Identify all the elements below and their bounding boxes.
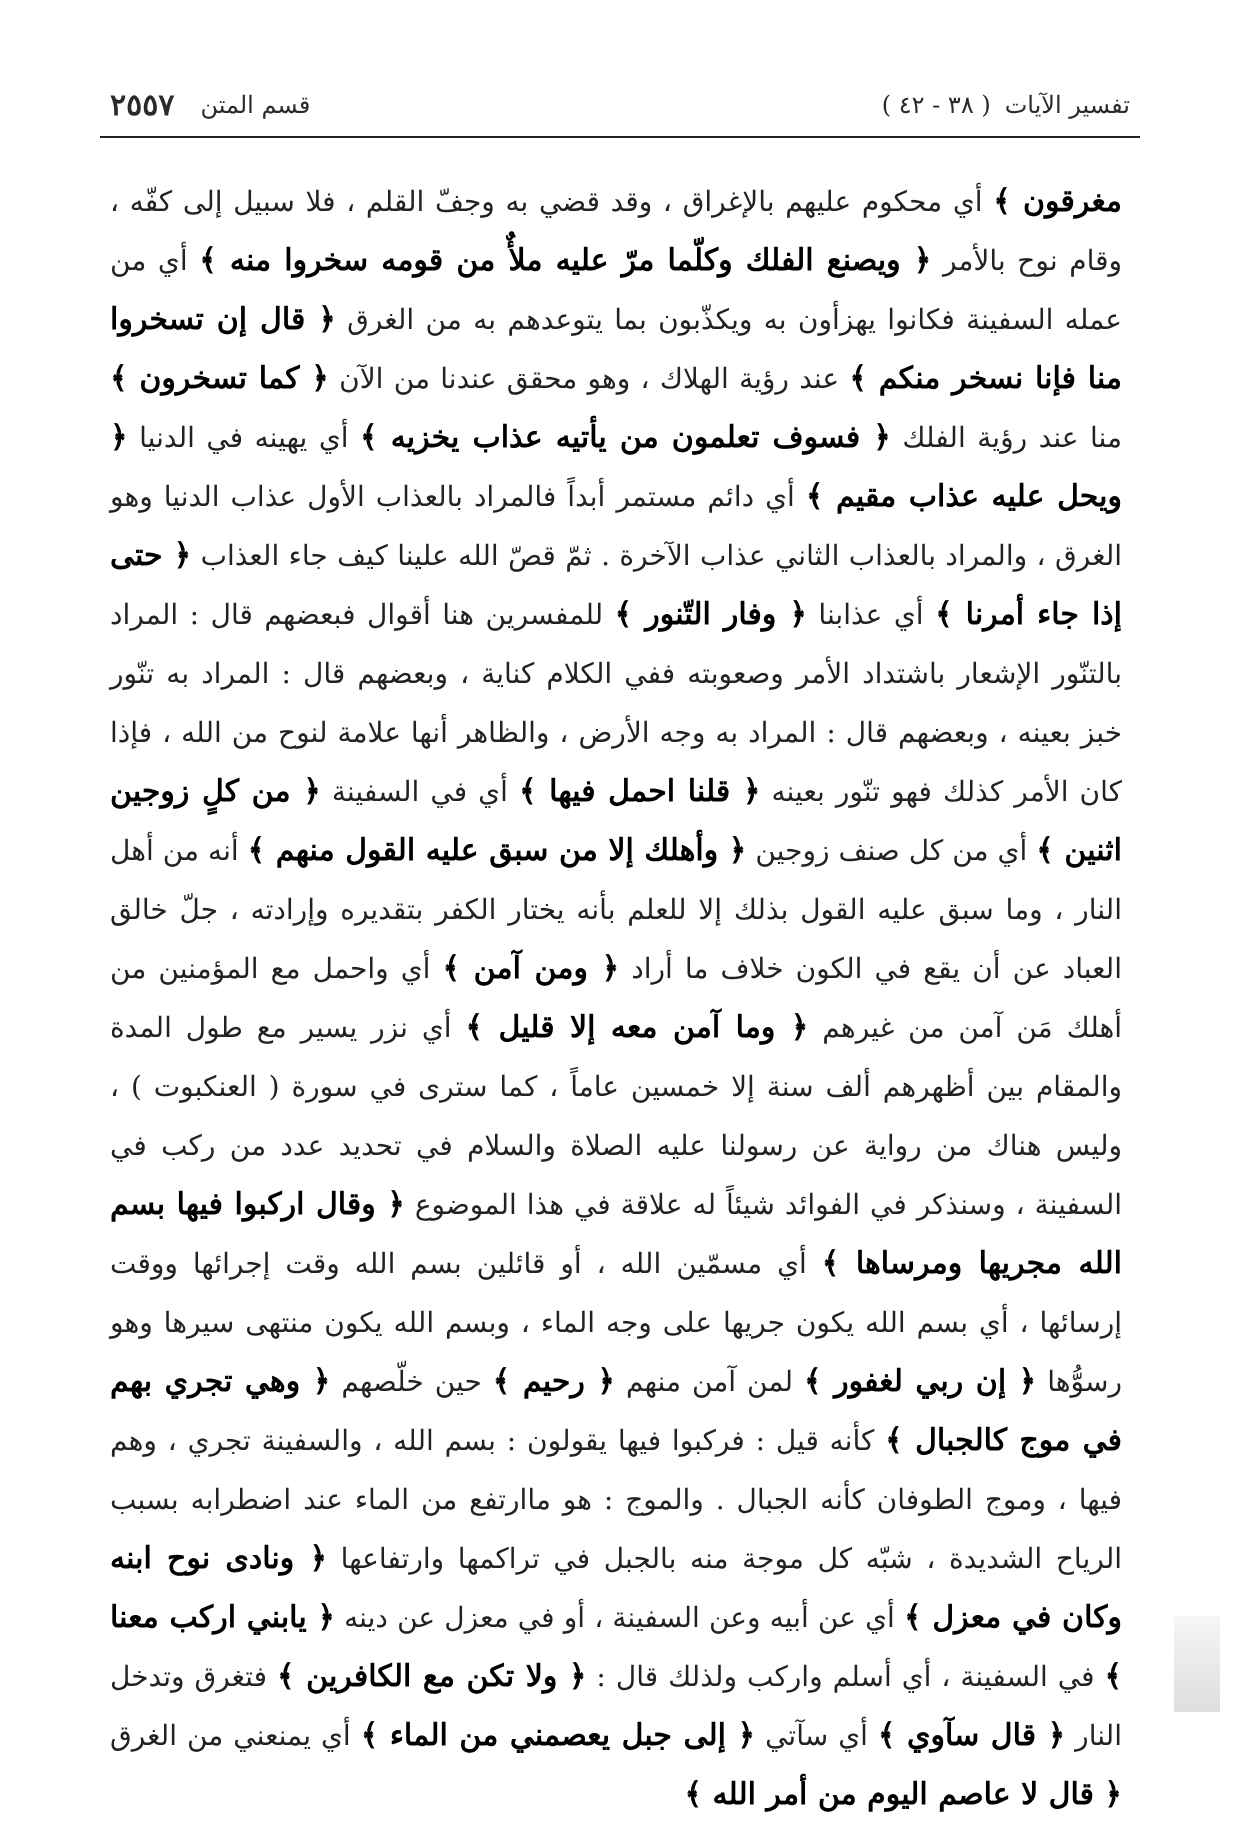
page-number: ٢٥٥٧: [110, 87, 175, 123]
commentary-span: أي نزر يسير مع طول المدة والمقام بين أظهرهم ألف سنة إلا خمسين عاماً ، كما سترى في سورة ( العنكبوت ) ، وليس هناك من رواية عن رسولنا عليه الصلاة والسلام في تحديد عدد من ركب في السفينة ، وسنذكر في الفوائد شيئاً له علاقة في هذا الموضوع: [110, 1011, 1122, 1221]
quran-verse-span: ﴿ فسوف تعلمون من يأتيه عذاب يخزيه ﴾: [360, 420, 891, 455]
commentary-span: أي يمنعني من الغرق: [110, 1719, 361, 1752]
page-header: [110, 80, 1130, 130]
quran-verse-span: ﴿ وأهلك إلا من سبق عليه القول منهم ﴾: [247, 833, 747, 868]
commentary-span: عند رؤية الهلاك ، وهو محقق عندنا من الآن: [328, 362, 850, 395]
commentary-span: أي من عمله السفينة فكانوا يهزأون به ويكذّبون بما يتوعدهم به من الغرق: [110, 244, 1122, 336]
quran-verse-span: ﴿ ويحل عليه عذاب مقيم ﴾: [110, 420, 1122, 514]
quran-verse-span: ﴿ وقال اركبوا فيها بسم الله مجريها ومرساها ﴾: [110, 1187, 1122, 1281]
quran-verse-span: ﴿ ويصنع الفلك وكلّما مرّ عليه ملأٌ من قومه سخروا منه ﴾: [199, 243, 932, 278]
commentary-span: أي مسمّين الله ، أو قائلين بسم الله وقت إجرائها ووقت إرسائها ، أي بسم الله يكون جريها على وجه الماء ، وبسم الله يكون منتهى سيرها وهو رسوُّها: [110, 1247, 1122, 1398]
commentary-span: أي سآتي: [755, 1719, 878, 1752]
commentary-span: منا عند رؤية الفلك: [890, 421, 1123, 454]
commentary-span: أي دائم مستمر أبداً فالمراد بالعذاب الأول عذاب الدنيا وهو الغرق ، والمراد بالعذاب الثاني عذاب الآخرة . ثمّ قصّ الله علينا كيف جاء العذاب: [110, 480, 1123, 572]
quran-verse-span: ﴿ رحيم ﴾: [492, 1364, 615, 1399]
commentary-span: أي في السفينة: [320, 775, 519, 808]
quran-verse-span: ﴿ يابني اركب معنا ﴾: [110, 1600, 1123, 1694]
quran-verse-span: ﴿ قلنا احمل فيها ﴾: [518, 774, 761, 809]
commentary-span: أي عذابنا: [806, 598, 936, 631]
scan-corner-shadow: [1174, 1616, 1220, 1712]
commentary-span: فتغرق وتدخل النار: [110, 1660, 1122, 1752]
commentary-span: أنه من أهل النار ، وما سبق عليه القول بذلك إلا للعلم بأنه يختار الكفر بتقديره وإرادته ، جلّ خالق العباد عن أن يقع في الكون خلاف ما أراد: [110, 834, 1122, 985]
commentary-span: أي يهينه في الدنيا: [127, 421, 361, 454]
quran-verse-span: ﴿ ونادى نوح ابنه وكان في معزل ﴾: [110, 1541, 1122, 1635]
quran-verse-span: ﴿ وهي تجري بهم في موج كالجبال ﴾: [110, 1364, 1122, 1458]
header-right: [882, 91, 1130, 119]
quran-verse-span: ﴿ قال سآوي ﴾: [877, 1718, 1066, 1753]
quran-verse-span: ﴿ من كلٍ زوجين اثنين ﴾: [110, 774, 1122, 868]
quran-verse-span: ﴿ ولا تكن مع الكافرين ﴾: [277, 1659, 587, 1694]
commentary-text: [110, 172, 1122, 1824]
commentary-span: أي عن أبيه وعن السفينة ، أو في معزل عن دينه: [334, 1601, 905, 1634]
header-left: [110, 88, 310, 123]
commentary-span: في السفينة ، أي أسلم واركب ولذلك قال :: [586, 1660, 1105, 1693]
quran-verse-span: ﴿ ومن آمن ﴾: [442, 951, 620, 986]
commentary-span: أي واحمل مع المؤمنين من أهلك مَن آمن من غيرهم: [110, 952, 1123, 1044]
surah-title: تفسير الآيات: [1004, 91, 1130, 119]
commentary-span: لمن آمن منهم: [615, 1365, 805, 1398]
commentary-paragraph: [110, 172, 1122, 1824]
quran-verse-span: مغرقون ﴾: [993, 184, 1122, 219]
quran-verse-span: ﴿ كما تسخرون ﴾: [110, 361, 329, 396]
quran-verse-span: ﴿ حتى إذا جاء أمرنا ﴾: [110, 538, 1123, 632]
quran-verse-span: ﴿ إلى جبل يعصمني من الماء ﴾: [360, 1718, 756, 1753]
commentary-span: أي من كل صنف زوجين: [746, 834, 1037, 867]
quran-verse-span: ﴿ إن ربي لغفور ﴾: [804, 1364, 1037, 1399]
commentary-span: أي محكوم عليهم بالإغراق ، وقد قضي به وجفّ القلم ، فلا سبيل إلى كفّه ، وقام نوح بالأمر: [110, 185, 1123, 277]
quran-verse-span: ﴿ قال إن تسخروا منا فإنا نسخر منكم ﴾: [110, 302, 1123, 396]
quran-verse-span: ﴿ قال لا عاصم اليوم من أمر الله ﴾: [684, 1777, 1122, 1812]
verse-range: ( ٣٨ - ٤٢ ): [881, 91, 991, 119]
quran-verse-span: ﴿ وفار التّنور ﴾: [614, 597, 807, 632]
section-title: قسم المتن: [200, 91, 311, 119]
quran-verse-span: ﴿ وما آمن معه إلا قليل ﴾: [465, 1010, 809, 1045]
header-divider: [100, 136, 1140, 138]
commentary-span: حين خلّصهم: [330, 1365, 493, 1398]
commentary-span: للمفسرين هنا أقوال فبعضهم قال : المراد بالتنّور الإشعار باشتداد الأمر وصعوبته ففي الكلام كناية ، وبعضهم قال : المراد به تنّور خبز بعينه ، وبعضهم قال : المراد به وجه الأرض ، والظاهر أنها علامة لنوح من الله ، فإذا كان الأمر كذلك فهو تنّور بعينه: [110, 598, 1122, 808]
commentary-span: كأنه قيل : فركبوا فيها يقولون : بسم الله ، والسفينة تجري ، وهم فيها ، وموج الطوفان كأنه الجبال . والموج : هو ماارتفع من الماء عند اضطرابه بسبب الرياح الشديدة ، شبّه كل موجة منه بالجبل في تراكمها وارتفاعها: [110, 1424, 1123, 1575]
